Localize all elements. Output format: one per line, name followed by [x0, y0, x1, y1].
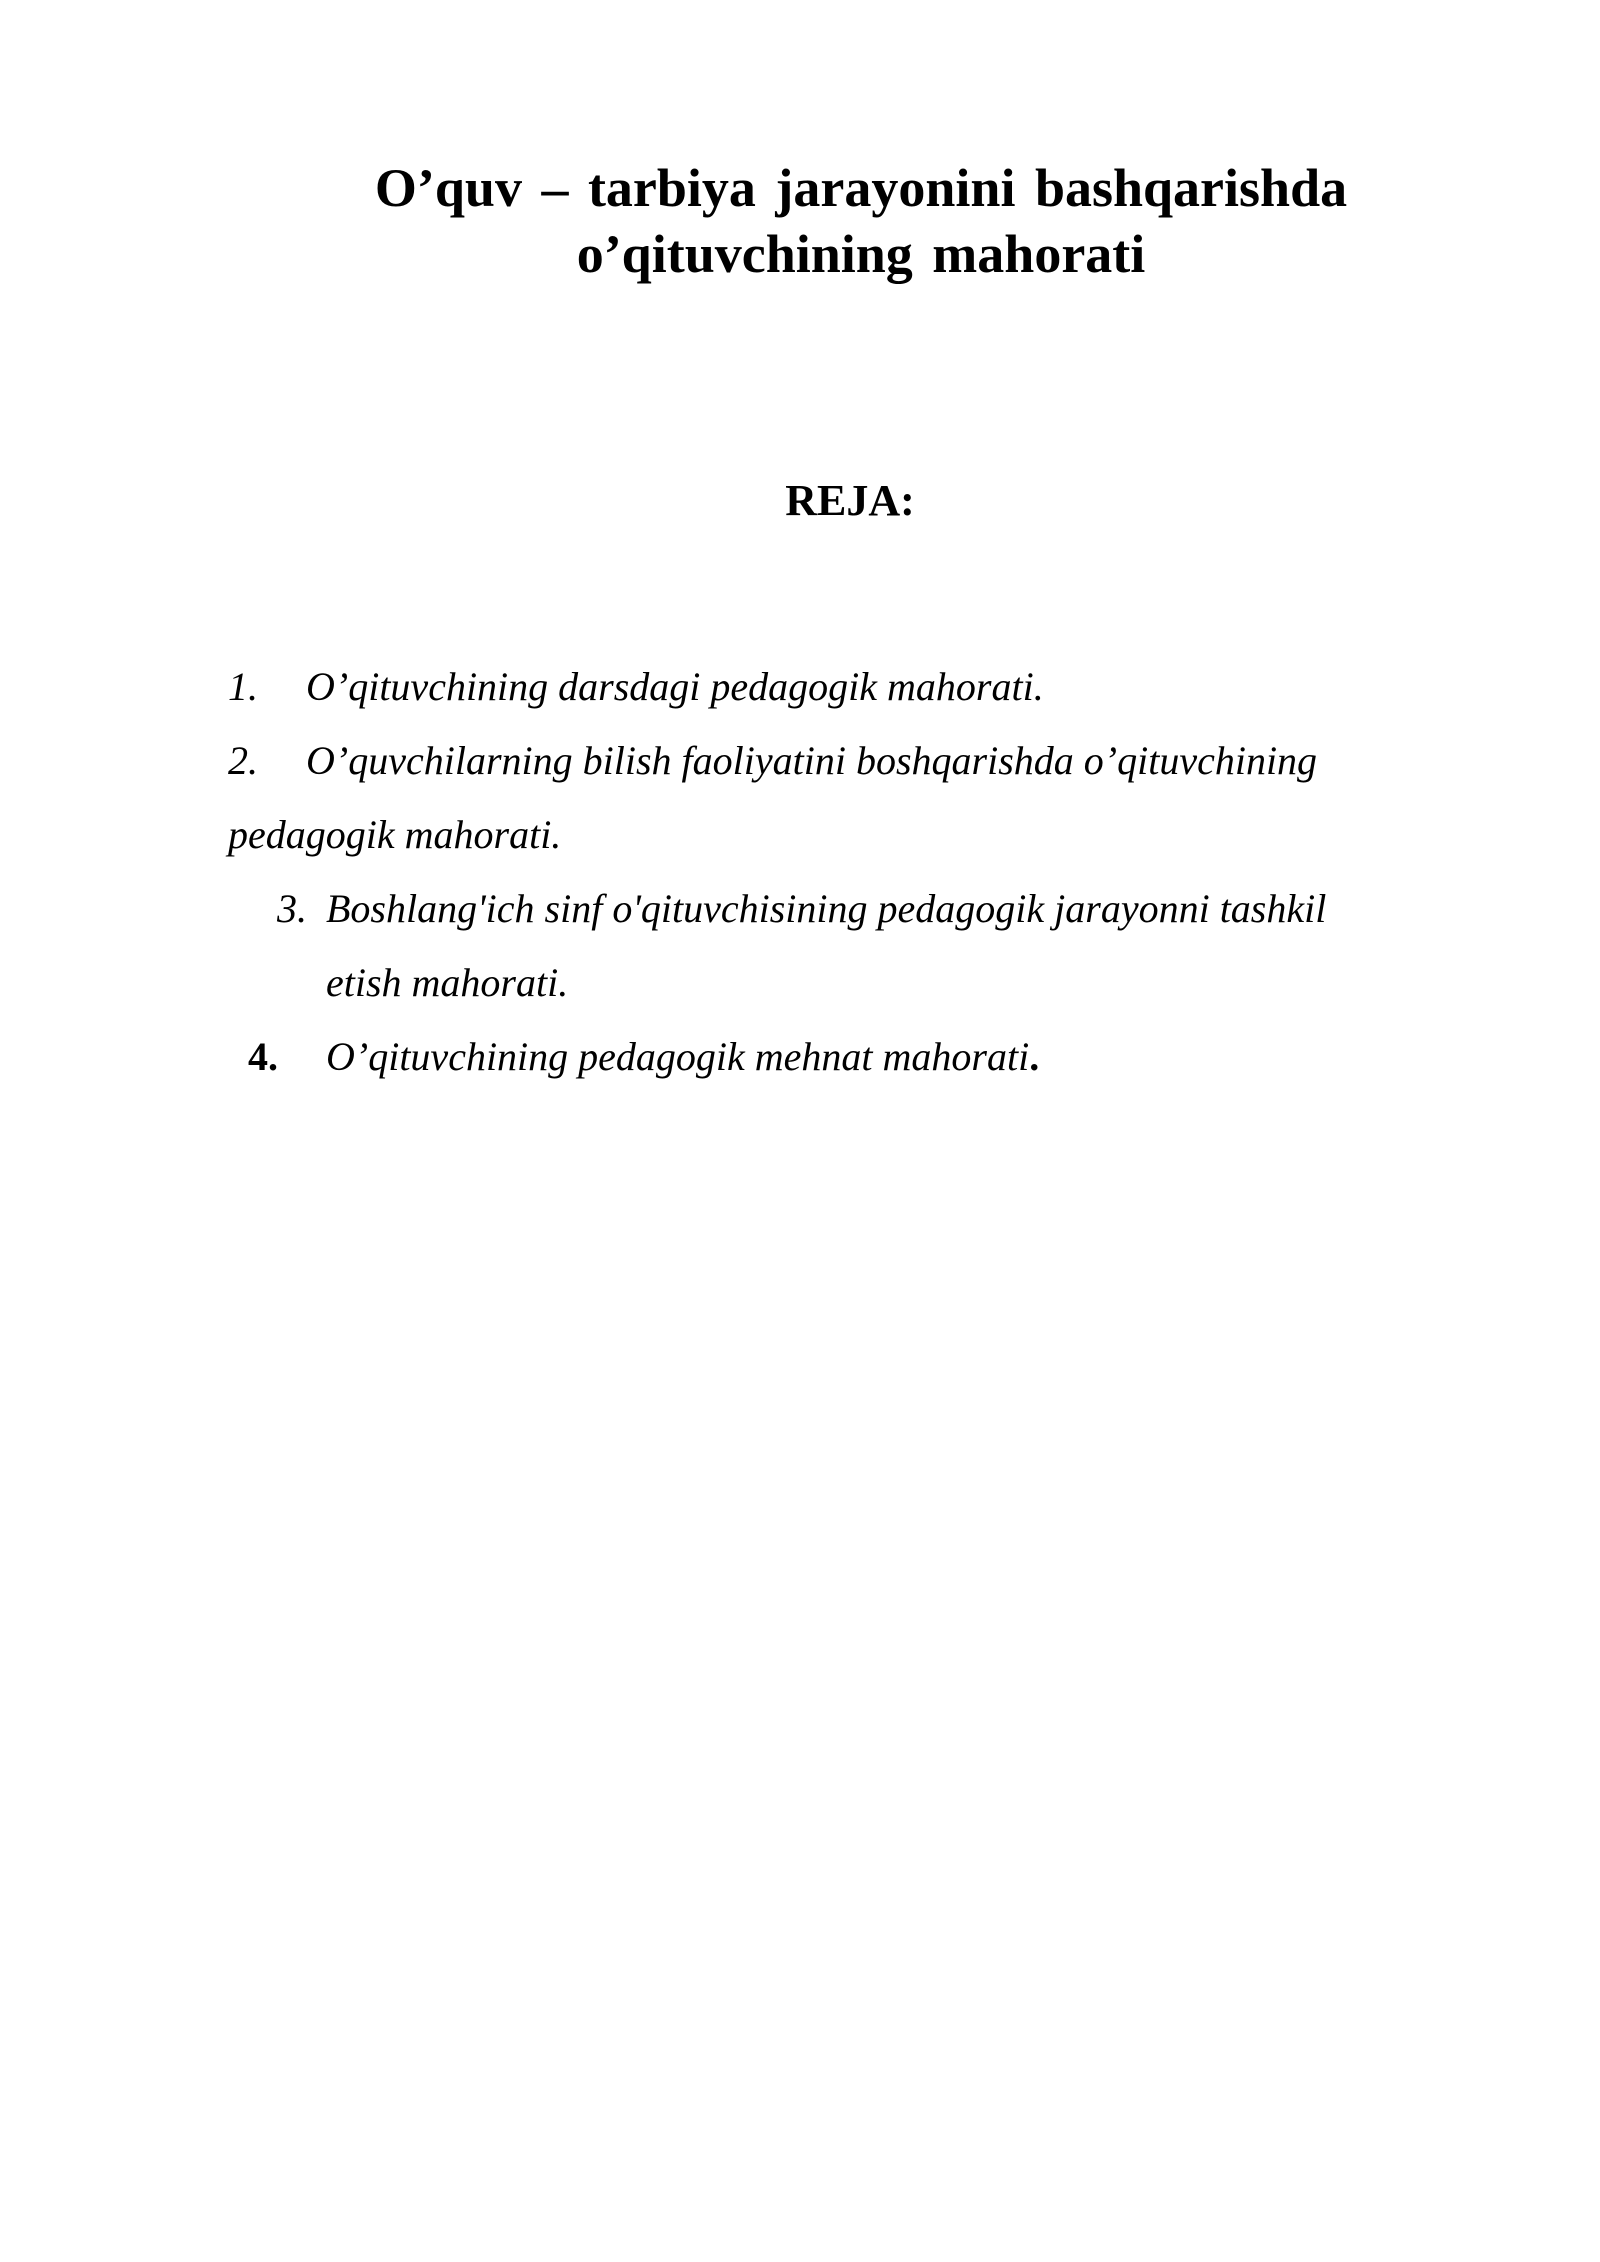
plan-item-2-text-line-2: pedagogik mahorati.: [228, 812, 562, 857]
document-title-line-1: O’quv – tarbiya jarayonini bashqarishda: [374, 158, 1348, 218]
plan-item-3-number: 3.: [277, 886, 307, 931]
plan-item-3-text-line-1: Boshlang'ich sinf o'qituvchisining pedagogik jarayonni tashkil: [326, 886, 1327, 931]
plan-item-4-trailing-period: .: [1029, 1034, 1040, 1079]
document-title-line-2: o’qituvchining mahorati: [576, 224, 1146, 284]
plan-item-3-text-line-2: etish mahorati.: [326, 960, 569, 1005]
plan-item-2-number: 2.: [228, 738, 258, 783]
plan-item-4-text: O’qituvchining pedagogik mehnat mahorati: [326, 1034, 1030, 1079]
plan-item-4-text-wrapper: [326, 1032, 1039, 1082]
plan-item-1-text: O’qituvchining darsdagi pedagogik mahorati.: [306, 664, 1044, 709]
plan-item-2-text-line-1: O’quvchilarning bilish faoliyatini boshqarishda o’qituvchining: [306, 738, 1318, 783]
plan-item-1-number: 1.: [228, 664, 258, 709]
plan-item-4-number: 4.: [248, 1034, 278, 1079]
plan-heading: REJA:: [785, 476, 915, 525]
